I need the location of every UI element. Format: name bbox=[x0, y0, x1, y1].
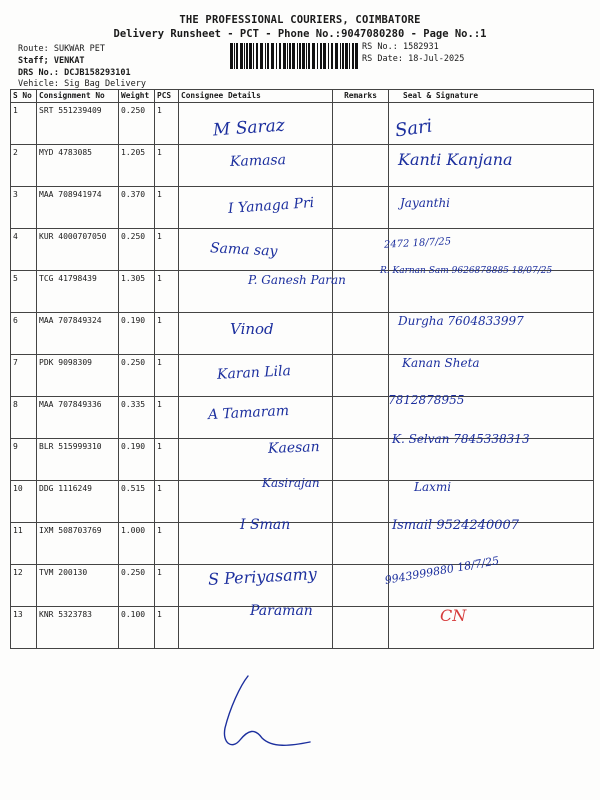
row-weight: 0.250 bbox=[119, 103, 155, 145]
table-header-row bbox=[11, 90, 594, 103]
row-consignment-no: MYD 4783085 bbox=[37, 145, 119, 187]
row-consignment-no: KUR 4000707050 bbox=[37, 229, 119, 271]
row-pcs: 1 bbox=[155, 397, 179, 439]
row-sno: 12 bbox=[11, 565, 37, 607]
staff-label: Staff; bbox=[18, 56, 49, 66]
row-consignment-no: SRT 551239409 bbox=[37, 103, 119, 145]
row-sno: 10 bbox=[11, 481, 37, 523]
row-remarks-cell bbox=[333, 607, 389, 649]
row-weight: 0.190 bbox=[119, 313, 155, 355]
staff-value: VENKAT bbox=[53, 56, 85, 66]
consignee-handwriting: M Saraz bbox=[212, 115, 286, 141]
row-pcs: 1 bbox=[155, 481, 179, 523]
consignee-handwriting: Kamasa bbox=[229, 152, 287, 170]
row-remarks-cell bbox=[333, 355, 389, 397]
row-consignment-no: KNR 5323783 bbox=[37, 607, 119, 649]
row-remarks-cell bbox=[333, 397, 389, 439]
table-row bbox=[11, 103, 594, 145]
consignee-handwriting: Karan Lila bbox=[216, 363, 292, 383]
table-row bbox=[11, 355, 594, 397]
vehicle-label: Vehicle: bbox=[18, 79, 59, 89]
row-pcs: 1 bbox=[155, 439, 179, 481]
row-sno: 3 bbox=[11, 187, 37, 229]
consignee-handwriting: Kasirajan bbox=[262, 476, 320, 490]
signature-handwriting: 2472 18/7/25 bbox=[383, 236, 452, 251]
row-weight: 0.190 bbox=[119, 439, 155, 481]
signature-handwriting: 7812878955 bbox=[388, 393, 465, 407]
row-remarks-cell bbox=[333, 229, 389, 271]
row-weight: 0.335 bbox=[119, 397, 155, 439]
row-weight: 0.250 bbox=[119, 229, 155, 271]
consignee-handwriting: Paraman bbox=[250, 603, 313, 619]
row-signature-cell bbox=[389, 229, 594, 271]
bottom-signature-scribble bbox=[200, 668, 320, 758]
row-consignment-no: PDK 9098309 bbox=[37, 355, 119, 397]
consignee-handwriting: Kaesan bbox=[267, 439, 320, 457]
row-remarks-cell bbox=[333, 565, 389, 607]
row-weight: 1.000 bbox=[119, 523, 155, 565]
signature-handwriting: Durgha 7604833997 bbox=[398, 314, 524, 328]
row-sno: 8 bbox=[11, 397, 37, 439]
col-remarks-header: Remarks bbox=[333, 90, 389, 103]
runsheet-subtitle: Delivery Runsheet - PCT - Phone No.:9047080280 - Page No.:1 bbox=[113, 28, 487, 40]
signature-handwriting: Kanti Kanjana bbox=[398, 150, 513, 169]
row-weight: 1.205 bbox=[119, 145, 155, 187]
row-weight: 0.100 bbox=[119, 607, 155, 649]
row-sno: 7 bbox=[11, 355, 37, 397]
company-title: THE PROFESSIONAL COURIERS, COIMBATORE bbox=[179, 14, 421, 26]
row-sno: 13 bbox=[11, 607, 37, 649]
row-weight: 1.305 bbox=[119, 271, 155, 313]
row-weight: 0.515 bbox=[119, 481, 155, 523]
row-signature-cell bbox=[389, 271, 594, 313]
signature-handwriting: CN bbox=[440, 606, 467, 625]
vehicle-value: Sig Bag Delivery bbox=[64, 79, 146, 89]
route-label: Route: bbox=[18, 44, 49, 54]
rs-no-label: RS No.: bbox=[362, 42, 398, 52]
col-signature-header: Seal & Signature bbox=[389, 90, 594, 103]
row-pcs: 1 bbox=[155, 313, 179, 355]
barcode-image bbox=[230, 43, 358, 69]
row-pcs: 1 bbox=[155, 145, 179, 187]
row-sno: 9 bbox=[11, 439, 37, 481]
rs-date-label: RS Date: bbox=[362, 54, 403, 64]
row-consignment-no: DDG 1116249 bbox=[37, 481, 119, 523]
row-consignment-no: IXM 508703769 bbox=[37, 523, 119, 565]
row-pcs: 1 bbox=[155, 355, 179, 397]
col-consignee-header: Consignee Details bbox=[179, 90, 333, 103]
row-weight: 0.370 bbox=[119, 187, 155, 229]
signature-handwriting: Laxmi bbox=[414, 480, 452, 494]
row-remarks-cell bbox=[333, 187, 389, 229]
row-pcs: 1 bbox=[155, 229, 179, 271]
row-consignment-no: MAA 707849336 bbox=[37, 397, 119, 439]
col-pcs-header: PCS bbox=[155, 90, 179, 103]
row-sno: 4 bbox=[11, 229, 37, 271]
col-consignment-header: Consignment No bbox=[37, 90, 119, 103]
row-sno: 11 bbox=[11, 523, 37, 565]
row-signature-cell bbox=[389, 607, 594, 649]
row-remarks-cell bbox=[333, 145, 389, 187]
row-weight: 0.250 bbox=[119, 355, 155, 397]
row-remarks-cell bbox=[333, 481, 389, 523]
row-consignment-no: TVM 200130 bbox=[37, 565, 119, 607]
route-value: SUKWAR PET bbox=[53, 44, 106, 54]
row-pcs: 1 bbox=[155, 103, 179, 145]
rs-no-line bbox=[362, 41, 439, 53]
signature-handwriting: K. Selvan 7845338313 bbox=[392, 432, 530, 446]
row-sno: 2 bbox=[11, 145, 37, 187]
signature-handwriting: Sari bbox=[393, 115, 434, 142]
consignee-handwriting: S Periyasamy bbox=[207, 564, 318, 589]
signature-handwriting: Jayanthi bbox=[400, 196, 451, 210]
staff-line bbox=[18, 55, 85, 67]
row-pcs: 1 bbox=[155, 187, 179, 229]
consignee-handwriting: Sama say bbox=[209, 240, 278, 260]
col-weight-header: Weight bbox=[119, 90, 155, 103]
route-line bbox=[18, 43, 105, 55]
drs-label: DRS No.: bbox=[18, 68, 59, 78]
row-consignment-no: MAA 707849324 bbox=[37, 313, 119, 355]
rs-date-line bbox=[362, 53, 464, 65]
row-remarks-cell bbox=[333, 523, 389, 565]
signature-handwriting: 9943999880 18/7/25 bbox=[383, 554, 501, 587]
row-pcs: 1 bbox=[155, 607, 179, 649]
signature-handwriting: Ismail 9524240007 bbox=[392, 518, 520, 533]
consignee-handwriting: A Tamaram bbox=[207, 402, 290, 424]
row-sno: 1 bbox=[11, 103, 37, 145]
rs-no-value: 1582931 bbox=[402, 42, 439, 52]
row-remarks-cell bbox=[333, 313, 389, 355]
drs-value: DCJB158293101 bbox=[64, 68, 131, 78]
row-pcs: 1 bbox=[155, 565, 179, 607]
signature-handwriting: Kanan Sheta bbox=[402, 356, 480, 370]
row-consignment-no: TCG 41798439 bbox=[37, 271, 119, 313]
table-row bbox=[11, 229, 594, 271]
row-consignment-no: MAA 708941974 bbox=[37, 187, 119, 229]
row-sno: 6 bbox=[11, 313, 37, 355]
row-consignment-no: BLR 515999310 bbox=[37, 439, 119, 481]
consignee-handwriting: P. Ganesh Paran bbox=[248, 273, 346, 287]
row-pcs: 1 bbox=[155, 271, 179, 313]
col-sno-header: S No bbox=[11, 90, 37, 103]
signature-handwriting: R. Karnan Sam 9626878885 18/07/25 bbox=[380, 266, 553, 276]
row-remarks-cell bbox=[333, 103, 389, 145]
row-pcs: 1 bbox=[155, 523, 179, 565]
rs-date-value: 18-Jul-2025 bbox=[408, 54, 465, 64]
row-weight: 0.250 bbox=[119, 565, 155, 607]
consignee-handwriting: Vinod bbox=[230, 320, 274, 338]
consignee-handwriting: I Sman bbox=[240, 517, 291, 533]
row-remarks-cell bbox=[333, 439, 389, 481]
consignee-handwriting: I Yanaga Pri bbox=[227, 195, 315, 217]
row-sno: 5 bbox=[11, 271, 37, 313]
